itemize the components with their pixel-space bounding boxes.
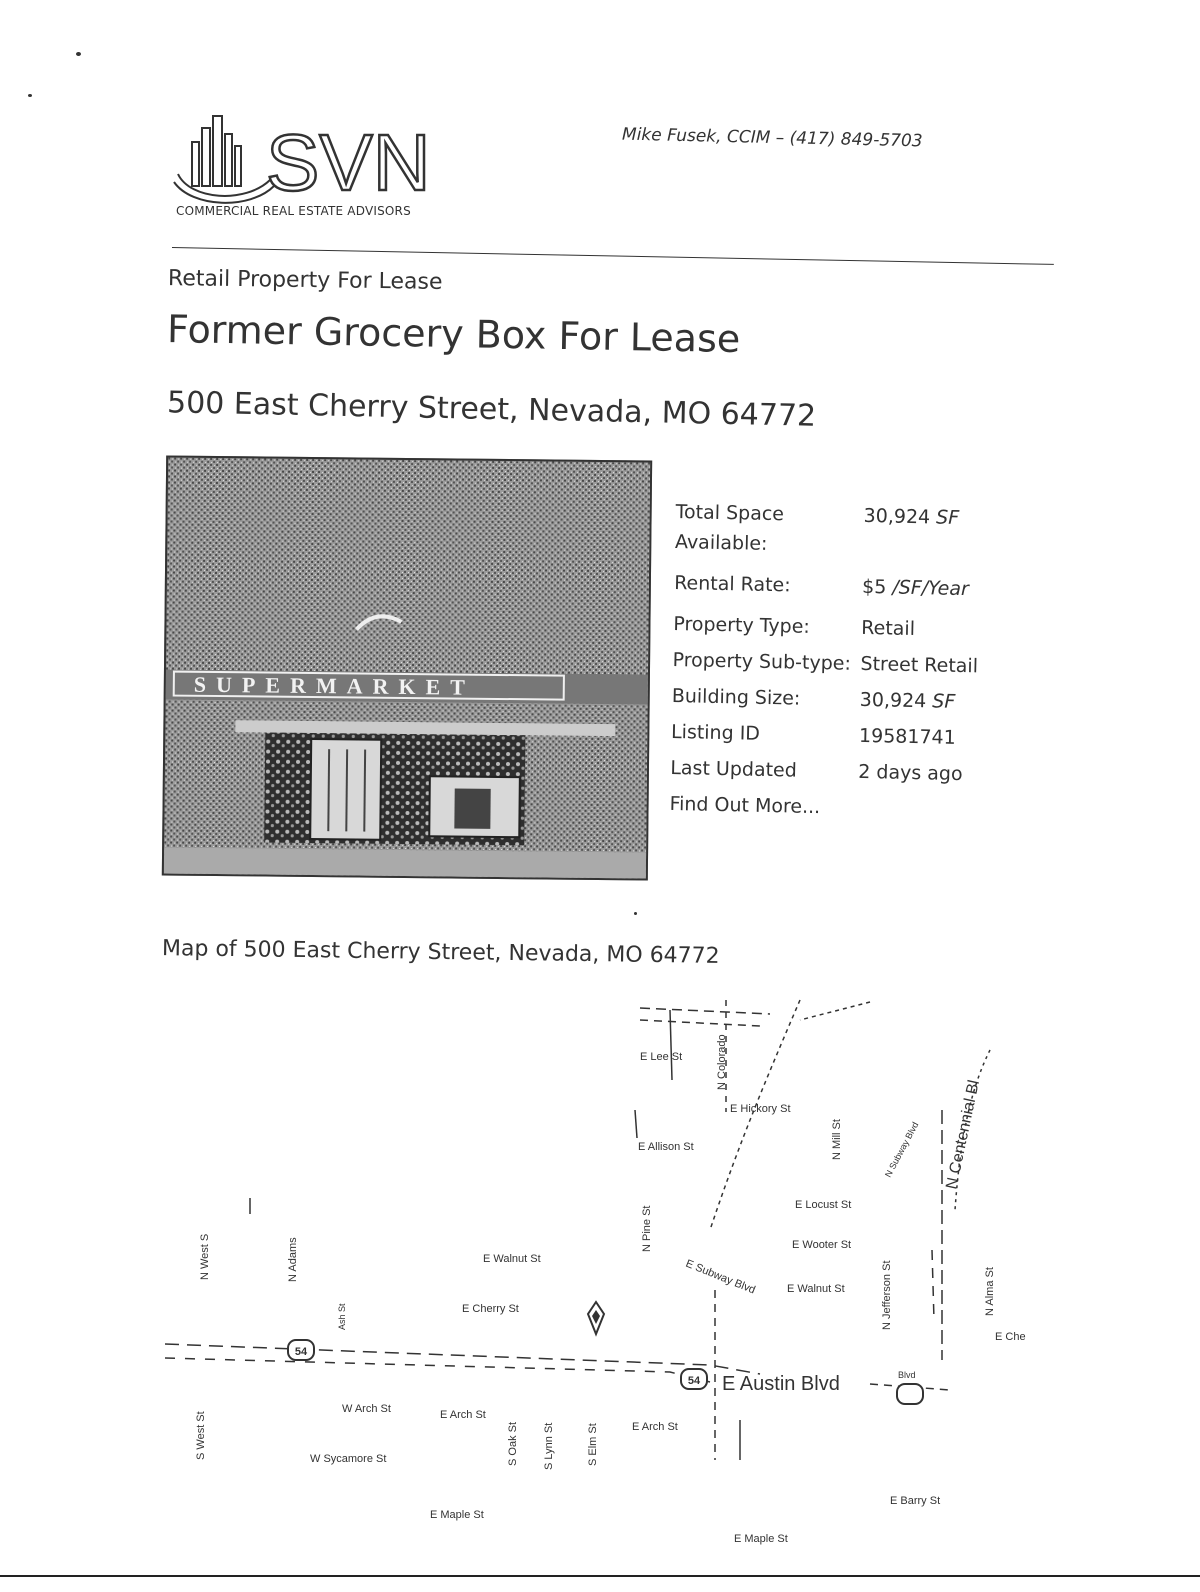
- street-label: N Mill St: [831, 1119, 843, 1160]
- street-map[interactable]: [150, 990, 1050, 1588]
- detail-row-building-size: [672, 681, 1003, 718]
- street-label: E Allison St: [638, 1141, 694, 1153]
- street-label: Ash St: [337, 1303, 347, 1330]
- scan-edge-line: [0, 1575, 1200, 1577]
- property-details: [669, 497, 1006, 826]
- street-label: E Che: [995, 1331, 1026, 1343]
- detail-row-listing-id: [671, 717, 1002, 754]
- street-label: Blvd: [898, 1370, 916, 1380]
- street-label: E Austin Blvd: [722, 1373, 840, 1395]
- detail-value: $5: [861, 575, 887, 599]
- scan-speck: [28, 94, 32, 97]
- street-label: E Walnut St: [483, 1253, 541, 1265]
- find-out-more-link[interactable]: Find Out More...: [669, 792, 821, 819]
- svg-text:54: 54: [687, 1375, 701, 1387]
- header-divider: [172, 247, 1054, 265]
- street-label: S Elm St: [587, 1423, 599, 1466]
- detail-label: Property Type:: [673, 612, 811, 638]
- detail-value: 30,924: [859, 688, 927, 713]
- svg-text:54: 54: [294, 1346, 308, 1358]
- detail-label: Total Space Available:: [674, 500, 785, 555]
- detail-unit: SF: [932, 690, 956, 713]
- listing-category: Retail Property For Lease: [167, 266, 443, 295]
- logo-tagline: COMMERCIAL REAL ESTATE ADVISORS: [176, 204, 411, 218]
- logo-wordmark: SVN: [266, 118, 431, 207]
- street-label: N Colorado: [716, 1034, 728, 1090]
- street-label: E Barry St: [890, 1495, 941, 1507]
- highway-shield-icon: [681, 1369, 707, 1389]
- street-label: E Walnut St: [787, 1283, 845, 1295]
- street-label: E Maple St: [430, 1509, 484, 1521]
- street-label: E Locust St: [795, 1199, 852, 1211]
- scan-speck: [634, 912, 637, 915]
- detail-label: Rental Rate:: [673, 571, 791, 597]
- street-label: E Arch St: [440, 1409, 486, 1421]
- detail-row-last-updated: [670, 753, 1001, 790]
- street-label: S Oak St: [507, 1421, 519, 1466]
- agent-contact: Mike Fusek, CCIM – (417) 849-5703: [621, 124, 923, 152]
- street-label: N Subway Blvd: [882, 1120, 921, 1179]
- street-label: E Arch St: [632, 1421, 678, 1433]
- street-label: E Subway Blvd: [683, 1257, 757, 1297]
- street-label: W Arch St: [342, 1403, 391, 1415]
- street-label: E Lee St: [640, 1051, 683, 1063]
- detail-label: Property Sub-type:: [672, 648, 852, 675]
- detail-label: Building Size:: [671, 684, 801, 710]
- street-label: S Lynn St: [543, 1422, 555, 1470]
- street-label: N Jefferson St: [881, 1260, 893, 1330]
- street-label: N Adams: [287, 1237, 299, 1282]
- detail-row-property-type: [673, 609, 1004, 646]
- supermarket-sign: SUPERMARKET: [193, 671, 476, 700]
- detail-label: Listing ID: [670, 720, 761, 745]
- street-label: E Hickory St: [730, 1103, 791, 1115]
- detail-unit: SF: [935, 506, 960, 529]
- highway-shield-icon: [288, 1340, 314, 1360]
- detail-value: 19581741: [858, 724, 956, 749]
- detail-value: 30,924: [863, 504, 931, 529]
- street-label: E Maple St: [734, 1533, 788, 1545]
- listing-address: 500 East Cherry Street, Nevada, MO 64772: [166, 385, 817, 434]
- street-label: E Wooter St: [792, 1239, 852, 1251]
- detail-row-total-space: [675, 497, 1006, 564]
- street-label: N Pine St: [641, 1205, 653, 1252]
- detail-value: Street Retail: [860, 652, 979, 678]
- detail-unit: /SF/Year: [892, 576, 970, 601]
- street-label: N Centennial Bl: [943, 1078, 984, 1191]
- street-label: N West S: [199, 1233, 211, 1280]
- listing-title: Former Grocery Box For Lease: [166, 307, 741, 361]
- scan-speck: [76, 52, 81, 56]
- highway-shield-icon: [897, 1384, 923, 1404]
- detail-value: 2 days ago: [858, 760, 963, 786]
- map-title: Map of 500 East Cherry Street, Nevada, MO 64772: [161, 936, 720, 969]
- street-label: N Alma St: [984, 1267, 996, 1316]
- street-label: W Sycamore St: [310, 1453, 387, 1465]
- svn-logo: [170, 112, 440, 227]
- detail-label: Last Updated: [670, 756, 798, 782]
- property-photo: [162, 455, 652, 880]
- street-label: S West St: [195, 1411, 207, 1460]
- detail-row-rental-rate: [674, 568, 1005, 605]
- detail-row-property-subtype: [672, 645, 1003, 682]
- skyline-logo-icon: [170, 112, 440, 207]
- detail-value: Retail: [861, 616, 916, 641]
- street-label: E Cherry St: [462, 1303, 519, 1315]
